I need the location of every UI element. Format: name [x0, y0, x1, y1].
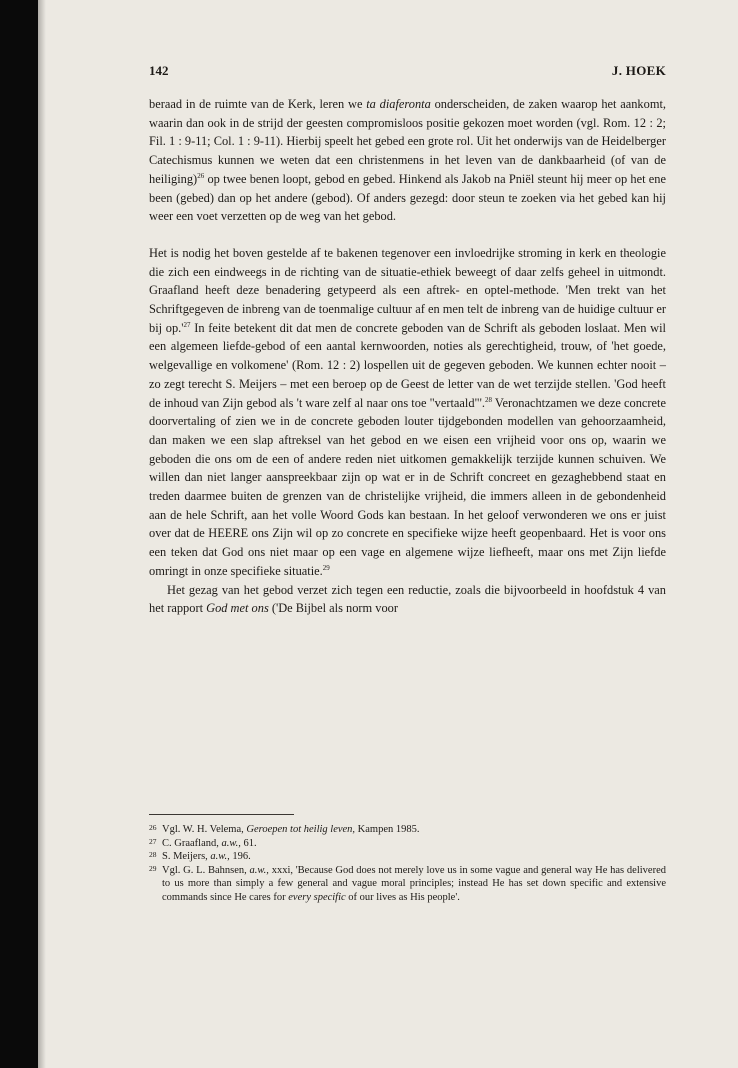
footnote-marker: 28	[149, 850, 157, 860]
text-run: C. Graafland,	[162, 837, 222, 849]
footnote-reference: 26	[197, 171, 205, 180]
italic-text: a.w.,	[249, 864, 269, 876]
footnote-marker: 29	[149, 863, 157, 873]
footnote-text	[162, 824, 420, 835]
text-run: xxxi, 'Because God does not merely love us in some vague and general way He has delivered to us more than simply a few general and vague moral principles; instead He has set down specific and extensive commands since He cares for	[162, 864, 666, 903]
paragraph	[149, 244, 666, 581]
footnote-rule	[149, 814, 294, 815]
footnote	[149, 850, 666, 864]
page-number: 142	[149, 63, 169, 78]
text-run: of our lives as His people'.	[345, 891, 460, 903]
text-run: Kampen 1985.	[355, 824, 420, 835]
italic-text: ta diaferonta	[366, 97, 431, 111]
text-run: 61.	[240, 837, 257, 849]
paragraph	[149, 581, 666, 618]
paragraph	[149, 95, 666, 226]
italic-text: a.w.,	[221, 837, 241, 849]
text-run: Het is nodig het boven gestelde af te bakenen tegenover een invloedrijke stroming in kerk en theologie die zich een eindweegs in de richting van de situatie-ethiek beweegt of daar zelfs geheel in uitmondt. Graafland heeft deze benadering getypeerd als een aftrek- en optel-methode. 'Men trekt van het Schriftgegeven de inbreng van de toenmalige cultuur af en men telt de inbreng van de huidige cultuur er bij op.'	[149, 245, 666, 335]
text-run: ('De Bijbel als norm voor	[268, 601, 398, 616]
text-run: Het gezag van het gebod verzet zich tegen een reductie, zoals die bijvoorbeeld in hoofdstuk 4 van het rapport	[149, 582, 666, 616]
running-head: J. HOEK	[611, 63, 666, 78]
footnote	[149, 837, 666, 851]
scan-edge	[0, 0, 38, 1068]
text-run: Veronachtzamen we deze concrete doorvertaling of zien we in de concrete geboden louter tijdgebonden modellen van gehoorzaamheid, dan maken we een slap aftreksel van het gebod en we eisen een vrijheid voor ons op, waarin we geboden die ons om de een of andere reden niet uitkomen gemakkelijk terzijde kunnen schuiven. We willen dan niet langer aanspreekbaar zijn op wat er in de Schrift concreet en gezaghebbend staat en treden daarmee buiten de grenzen van de christelijke vrijheid, die immers alleen in de gebondenheid aan de hele Schrift, aan het volle Woord Gods kan bestaan. In het geloof verwonderen we ons er juist over dat de HEERE ons Zijn wil op zo concrete en specifieke wijze heeft geopenbaard. Het is voor ons een teken dat God ons niet maar op een vage en algemene wijze liefheeft, maar ons met Zijn liefde omringt in onze specifieke situatie.	[149, 395, 666, 578]
footnote-reference: 28	[484, 395, 492, 404]
italic-text: God met ons	[206, 601, 269, 616]
text-run: Vgl. W. H. Velema,	[162, 824, 247, 835]
text-run: In feite betekent dit dat men de concrete geboden van de Schrift als geboden loslaat. Men wil een algemeen liefde-gebod of een aantal kernwoorden, noties als gerechtigheid, trouw, of 'het goede, welgevallige en volkomene' (Rom. 12 : 2) lospellen uit de gegeven geboden. We kunnen echter nooit – zo zegt terecht S. Meijers – met een beroep op de Geest de letter van de wet terzijde stellen. 'God heeft de inhoud van Zijn gebod als 't ware zelf al naar ons toe "vertaald"'.	[149, 320, 666, 410]
text-run: 196.	[229, 851, 251, 863]
text-run: onderscheiden, de zaken waarop het aankomt, waarin dan ook in de strijd der geesten compromisloos positie gekozen moet worden (vgl. Rom. 12 : 2; Fil. 1 : 9-11; Col. 1 : 9-11). Hierbij speelt het gebed een grote rol. Uit het onderwijs van de Heidelberger Catechismus kunnen we weten dat een christenmens in het leven van de dankbaarheid (of van de heiliging)	[149, 97, 667, 186]
footnotes	[149, 823, 666, 905]
footnote-text	[162, 838, 257, 849]
italic-text: a.w.,	[210, 851, 230, 863]
footnote-text	[162, 865, 666, 903]
text-run: beraad in de ruimte van de Kerk, leren we	[149, 97, 367, 111]
footnote-reference: 29	[322, 563, 330, 572]
footnote-text	[162, 851, 251, 862]
text-run: Vgl. G. L. Bahnsen,	[162, 864, 250, 876]
italic-text: Geroepen tot heilig leven,	[246, 824, 356, 835]
text-run: S. Meijers,	[162, 851, 211, 863]
footnote	[149, 823, 666, 837]
footnote-reference: 27	[183, 320, 191, 329]
footnote	[149, 864, 666, 905]
body-text	[149, 95, 666, 618]
footnote-marker: 26	[149, 823, 157, 832]
text-run: op twee benen loopt, gebod en gebed. Hinkend als Jakob na Pniël steunt hij meer op het ene been (gebed) dan op het andere (gebod). Of anders gezegd: door steun te zoeken via het gebed kan hij weer een voet verzetten op de weg van het gebod.	[149, 171, 666, 224]
footnote-marker: 27	[149, 836, 157, 846]
italic-text: every specific	[288, 891, 346, 903]
